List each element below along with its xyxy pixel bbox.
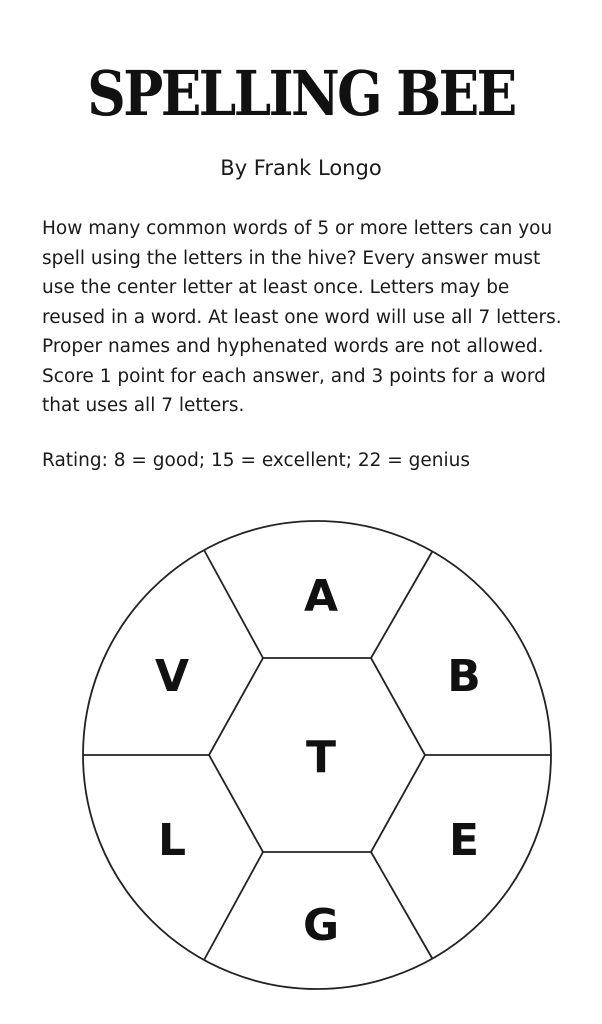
puzzle-rating: Rating: 8 = good; 15 = excellent; 22 = genius xyxy=(42,450,470,471)
hive-graphic xyxy=(75,515,560,1000)
hive-letter-bottom[interactable]: G xyxy=(302,900,340,951)
puzzle-byline: By Frank Longo xyxy=(220,156,382,180)
puzzle-instructions: How many common words of 5 or more letters can you spell using the letters in the hive? Every answer must use the center letter at least once. Letters may be reused in a word. At least one word will use all 7 letters. Proper names and hyphenated words are not allowed. Score 1 point for each answer, and 3 points for a word that uses all 7 letters. xyxy=(42,218,562,416)
hive-letter-lower-left[interactable]: L xyxy=(157,815,187,866)
hive-letter-top[interactable]: A xyxy=(303,571,339,622)
hive-letter-upper-left[interactable]: V xyxy=(154,651,190,702)
hive-letter-lower-right[interactable]: E xyxy=(448,815,480,866)
hive-letter-upper-right[interactable]: B xyxy=(447,651,481,702)
hive-spoke-upper-left xyxy=(204,550,263,658)
puzzle-title: SPELLING BEE xyxy=(87,57,515,130)
hive-spoke-upper-right xyxy=(371,552,432,658)
hive-letter-center[interactable]: T xyxy=(305,732,337,783)
hive-spoke-lower-right xyxy=(371,852,432,958)
letter-hive xyxy=(75,515,560,1000)
hive-spoke-lower-left xyxy=(204,852,263,960)
